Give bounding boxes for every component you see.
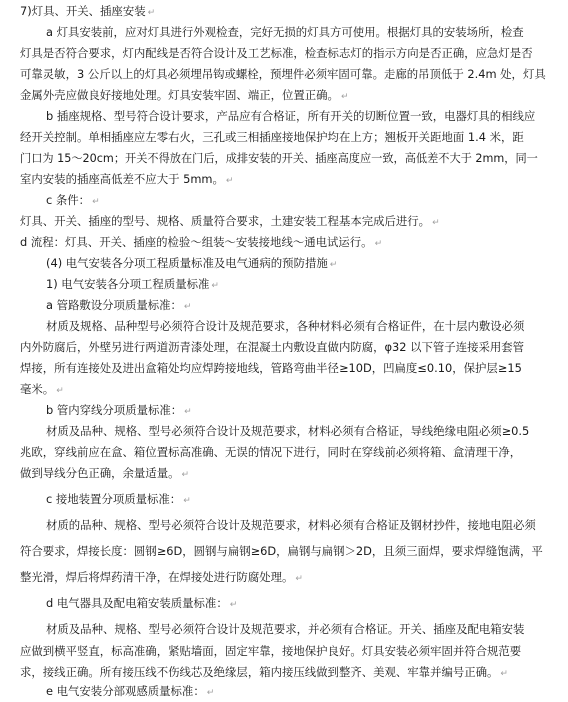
text-line: 求，接线正确。所有接压线不伤线芯及绝缘层，箱内接压线做到整齐、美观、牢靠并编号正确。 ↵ (0, 661, 568, 683)
subheading: d 电气器具及配电箱安装质量标准： ↵ (0, 592, 568, 614)
paragraph-mark-icon: ↵ (340, 92, 349, 102)
subheading: e 电气安装分部观感质量标准： ↵ (0, 680, 568, 702)
paragraph-mark-icon: ↵ (374, 239, 383, 249)
paragraph-mark-icon: ↵ (295, 574, 303, 584)
text-line: 金属外壳应做良好接地处理。灯具安装牢固、端正，位置正确。 ↵ (0, 84, 568, 106)
paragraph-mark-icon: ↵ (56, 386, 64, 396)
section-heading: (4) 电气安装各分项工程质量标准及电气通病的预防措施 ↵ (0, 252, 568, 274)
text-line: 经开关控制。单相插座应左零右火，三孔或三相插座接地保护均在上方；翘板开关距地面 1.4 米，距 (20, 130, 524, 144)
text-line: 可靠灵敏，3 公斤以上的灯具必须埋吊钩或螺栓，预埋件必须牢固可靠。走廊的吊顶低于 2.4m 处，灯具 (20, 67, 546, 81)
text-line: b 插座规格、型号符合设计要求，产品应有合格证，所有开关的切断位置一致，电器灯具的相线应 (46, 109, 536, 123)
text-line: 材质及品种、规格、型号必须符合设计及规范要求，并必须有合格证。开关、插座及配电箱安装 (46, 622, 525, 636)
paragraph-mark-icon: ↵ (183, 302, 192, 312)
paragraph-mark-icon: ↵ (329, 260, 338, 270)
text-line: 兆欧，穿线前应在盒、箱位置标高准确、无误的情况下进行，同时在穿线前必须将箱、盒清理干净， (20, 445, 522, 459)
text-line: 室内安装的插座高低差不应大于 5mm。 ↵ (0, 168, 568, 190)
paragraph-mark-icon: ↵ (183, 496, 191, 506)
paragraph-mark-icon: ↵ (432, 218, 440, 228)
section-heading: 7)灯具、开关、插座安装 ↵ (0, 0, 568, 22)
text-line: 门口为 15～20cm；开关不得放在门后，成排安装的开关、插座高度应一致，高低差不大于 2mm，同一 (20, 152, 538, 165)
text-line: 做到导线分色正确，余量适量。 ↵ (0, 462, 568, 484)
paragraph-mark-icon: ↵ (92, 197, 100, 207)
text-line: 毫米。 ↵ (0, 378, 568, 400)
subheading: b 管内穿线分项质量标准： ↵ (0, 399, 568, 421)
text-line: 材质的品种、规格、型号必须符合设计及规范要求，材料必须有合格证及钢材抄件，接地电阻必须 (46, 518, 536, 532)
paragraph-mark-icon: ↵ (211, 281, 219, 291)
paragraph-mark-icon: ↵ (181, 470, 190, 480)
paragraph-mark-icon: ↵ (147, 8, 156, 18)
text-line: 应做到横平竖直，标高准确，紧贴墙面，固定牢靠，接地保护良好。灯具安装必须牢固并符合规范要 (20, 644, 522, 658)
paragraph-mark-icon: ↵ (225, 176, 234, 186)
paragraph-mark-icon: ↵ (206, 688, 215, 698)
paragraph-mark-icon: ↵ (184, 407, 192, 417)
text-line: a 灯具安装前，应对灯具进行外观检查，完好无损的灯具方可使用。根据灯具的安装场所，检查 (46, 25, 524, 39)
text-line: 灯具、开关、插座的型号、规格、质量符合要求，土建安装工程基本完成后进行。 ↵ (0, 210, 568, 232)
subheading: a 管路敷设分项质量标准： ↵ (0, 294, 568, 316)
text-line: 材质及规格、品种型号必须符合设计及规范要求，各种材料必须有合格证件，在十层内敷设必须 (46, 319, 525, 333)
text-line: 整光滑，焊后将焊药清干净，在焊接处进行防腐处理。 ↵ (0, 566, 568, 588)
subheading: c 条件： ↵ (0, 189, 568, 211)
text-line: 灯具是否符合要求，灯内配线是否符合设计及工艺标准，检查标志灯的指示方向是否正确，应急灯是否 (20, 46, 533, 60)
text-line: 材质及品种、规格、型号必须符合设计及规范要求，材料必须有合格证，导线绝缘电阻必须≥0.5 (46, 424, 530, 438)
paragraph-mark-icon: ↵ (500, 669, 508, 679)
text-line: d 流程：灯具、开关、插座的检验～组装～安装接地线～通电试运行。 ↵ (0, 231, 568, 253)
subheading: c 接地装置分项质量标准： ↵ (0, 488, 568, 510)
text-line: 焊接，所有连接处及进出盒箱处均应焊跨接地线，管路弯曲半径≥10D，凹扁度≤0.10，保护层≥15 (20, 361, 522, 375)
paragraph-mark-icon: ↵ (229, 600, 238, 610)
text-line: 内外防腐后，外壁另进行两道沥青漆处理，在混凝土内敷设直做内防腐，φ32 以下管子连接采用套管 (20, 340, 525, 354)
text-line: 符合要求，焊接长度：圆钢≥6D，圆钢与扁钢≥6D，扁钢与扁钢＞2D，且须三面焊，要求焊缝饱满，平 (20, 544, 543, 558)
subsection-heading: 1) 电气安装各分项工程质量标准 ↵ (0, 273, 568, 295)
